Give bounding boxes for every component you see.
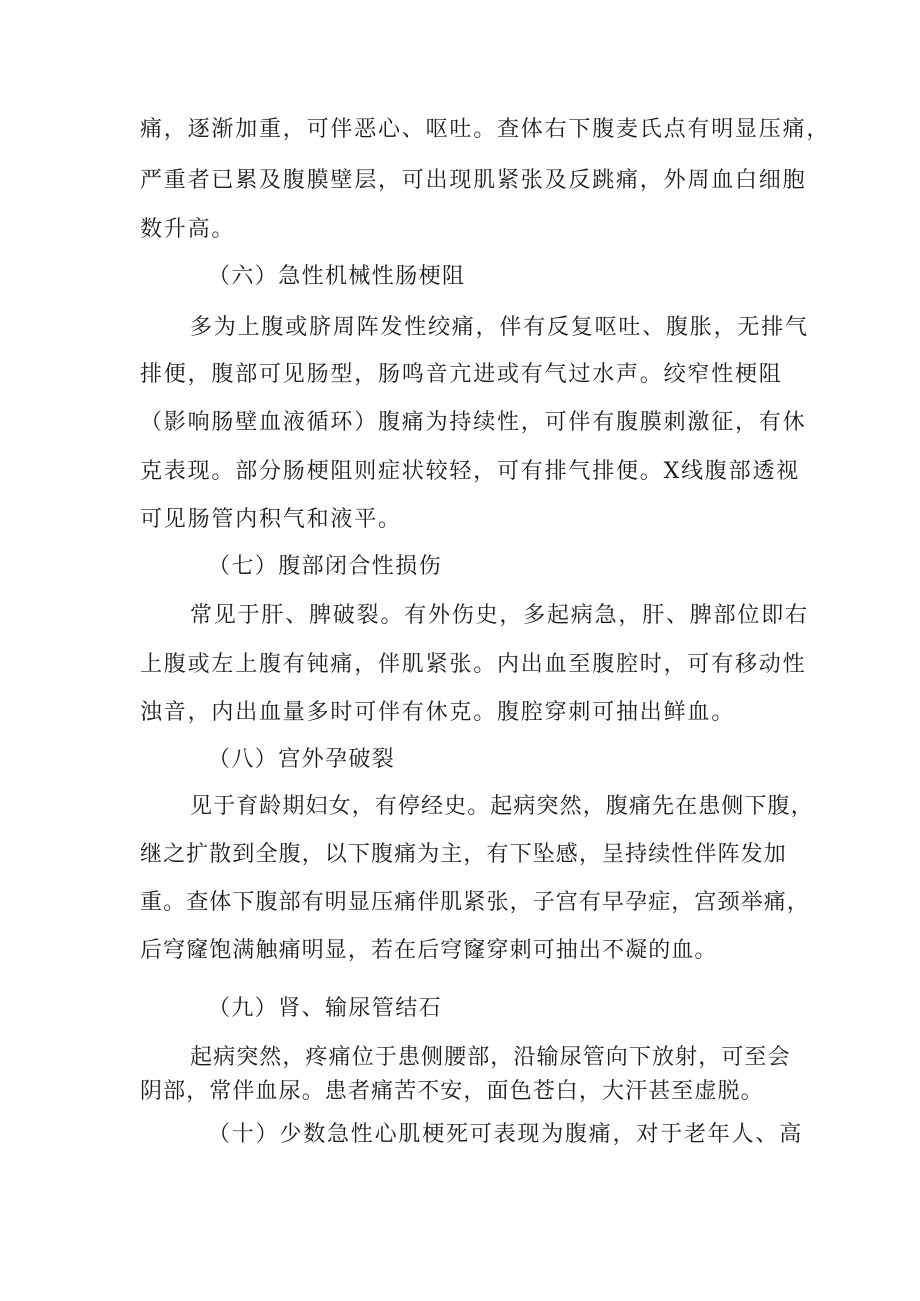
section-3-line-4: 后穹窿饱满触痛明显，若在后穹窿穿刺可抽出不凝的血。 [140,938,718,963]
section-heading-myocardial-infarction: （十）少数急性心肌梗死可表现为腹痛，对于老年人、高 [208,1122,804,1147]
section-1-line-1: 多为上腹或脐周阵发性绞痛，伴有反复呕吐、腹胀，无排气 [190,315,809,340]
section-2-line-3: 浊音，内出血量多时可伴有休克。腹腔穿刺可抽出鲜血。 [140,700,736,725]
section-4-line-1: 起病突然，疼痛位于患侧腰部，沿输尿管向下放射，可至会 [190,1045,791,1070]
section-1-line-2: 排便，腹部可见肠型，肠鸣音亢进或有气过水声。绞窄性梗阻 [140,362,783,387]
intro-line-3: 数升高。 [140,217,236,242]
section-heading-kidney-stones: （九）肾、输尿管结石 [208,996,443,1021]
section-2-line-2: 上腹或左上腹有钝痛，伴肌紧张。内出血至腹腔时，可有移动性 [140,652,807,677]
section-2-line-1: 常见于肝、脾破裂。有外伤史，多起病急，肝、脾部位即右 [190,603,809,628]
section-heading-abdominal-injury: （七）腹部闭合性损伤 [208,554,443,579]
section-heading-intestinal-obstruction: （六）急性机械性肠梗阻 [208,264,466,289]
intro-line-2: 严重者已累及腹膜壁层，可出现肌紧张及反跳痛，外周血白细胞 [140,168,807,193]
section-4-line-2: 阴部，常伴血尿。患者痛苦不安，面色苍白，大汗甚至虚脱。 [140,1079,764,1104]
section-1-line-5: 可见肠管内积气和液平。 [140,507,402,532]
intro-line-1: 痛，逐渐加重，可伴恶心、呕吐。查体右下腹麦氏点有明显压痛， [140,117,831,142]
section-heading-ectopic-pregnancy: （八）宫外孕破裂 [208,747,396,772]
section-3-line-3: 重。查体下腹部有明显压痛伴肌紧张，子宫有早孕症，宫颈举痛， [140,890,810,915]
section-3-line-1: 见于育龄期妇女，有停经史。起病突然，腹痛先在患侧下腹， [190,794,814,819]
section-1-line-3: （影响肠壁血液循环）腹痛为持续性，可伴有腹膜刺激征，有休 [140,410,807,435]
section-3-line-2: 继之扩散到全腹，以下腹痛为主，有下坠感，呈持续性伴阵发加 [140,842,787,867]
section-1-line-4: 克表现。部分肠梗阻则症状较轻，可有排气排便。X线腹部透视 [140,459,801,484]
